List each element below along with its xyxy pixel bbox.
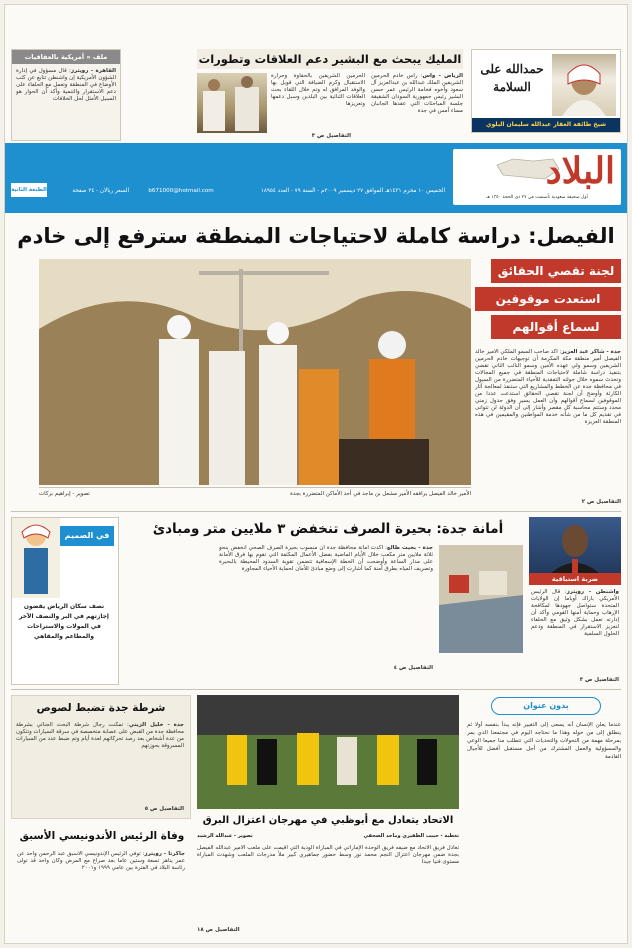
cartoon-title[interactable]: في الصميم: [60, 526, 114, 546]
indonesia-headline[interactable]: وفاة الرئيس الأندونيسي الأسبق: [19, 830, 185, 842]
subhead-line-2: استعدت موقوفين: [475, 287, 621, 311]
sport-photo: [197, 695, 459, 809]
sidebar-top: [11, 49, 121, 141]
newspaper-front-page: [4, 4, 628, 944]
lake-body: جدة - بخيت طالع: أكدت أمانة محافظة جدة أن منسوب بحيرة الصرف الصحي انخفض بنحو ثلاثة ملايين متر مكعب خلال الأيام الماضية بفضل الأعمال المكثفة التي تقوم بها فرق الأمانة على مدار الساعة وأوضحت أن الخطة الإسعافية تتضمن تقوية السدود المحيطة بالبحيرة وتصريف المياه بطرق آمنة كما أشارت إلى وضع مبادئ للأمان لحماية الأحياء المجاورة: [219, 545, 433, 572]
police-story: [11, 695, 191, 819]
lake-photo: [439, 545, 523, 653]
obama-dateline: واشنطن - رويترز: [566, 589, 619, 595]
police-continued[interactable]: التفاصيل ص ٥: [144, 806, 184, 812]
main-story-photo: [39, 259, 471, 485]
top-story-headline[interactable]: المليك يبحث مع البشير دعم العلاقات وتطورات: [197, 49, 463, 69]
top-story-body-right: الرياض - واس: رأس خادم الحرمين الشريفين الملك عبدالله بن عبدالعزيز آل سعود وأخوه فخامة الرئيس عمر حسن البشير رئيس جمهورية السودان الشقيقة جلسة المباحثات التي عقدها الجانبان مساء أمس في جدة: [371, 73, 463, 114]
obama-continued[interactable]: التفاصيل ص ٣: [579, 677, 619, 683]
obama-portrait: [529, 517, 621, 573]
sport-byline-bar: [197, 831, 459, 841]
top-story-dateline: الرياض - واس: [422, 73, 463, 79]
cartoon-figure: [12, 518, 60, 598]
ad-banner-name: شيخ طائفة العقار عبدالله سليمان البلوي: [472, 118, 620, 132]
sport-headline[interactable]: الاتحاد يتعادل مع أبوظبي في مهرجان اعتزال البرق: [202, 815, 454, 826]
top-story-continued[interactable]: التفاصيل ص ٣: [311, 133, 351, 139]
main-photo-caption: الأمير خالد الفيصل يرافقه الأمير مشعل بن ماجد في أحد الأماكن المتضررة بجدة: [290, 491, 471, 497]
top-congrats-ad[interactable]: [471, 49, 621, 133]
main-story-body: جدة - شاكر عبد العزيز: أكد صاحب السمو الملكي الأمير خالد الفيصل أمير منطقة مكة المكرمة أن توجيهات خادم الحرمين الشريفين وسمو ولي عهده الأمين وسمو النائب الثاني تقضي بتنفيذ دراسة شاملة لاحتياجات المنطقة في جميع المجالات وتحدث سموه خلال جولته التفقدية للأحياء المتضررة من السيول في محافظة جدة عن الخطط والمشاريع التي ستنفذ لمعالجة آثار الكارثة وأوضح أن لجنة تقصي الحقائق استدعت عددا من الموقوفين لسماع أقوالهم وأن العمل يسير وفق جدول زمني محدد وستتم محاسبة كل مقصر وأشار إلى أن الدولة لن تتوانى في تقديم كل ما من شأنه خدمة المواطنين والمقيمين في هذه المنطقة العزيزة: [475, 349, 621, 425]
sidebar-top-body: القاهرة - رويترز: قال مسؤول في إدارة الشؤون الأمريكية إن واشنطن تتابع عن كثب الأوضاع في المنطقة وتعمل مع الحلفاء على دعم الاستقرار والتنمية وأكد أن الحوار هو السبيل الأمثل لحل الخلافات: [16, 68, 116, 102]
masthead-price-label: السعر ريالان: [99, 188, 129, 194]
masthead: [5, 143, 627, 213]
masthead-logo-box[interactable]: [453, 149, 621, 205]
main-story-dateline: جدة - شاكر عبد العزيز: [561, 349, 621, 355]
masthead-info: الخميس ١٠ محرم ١٤٣١هـ الموافق ٢٧ ديسمبر ٢٠٠٩م - السنة ٧٩ - العدد ١٨٩٥٤: [260, 188, 445, 194]
sport-body: تعادل فريق الاتحاد مع ضيفه فريق الوحدة الإماراتي في المباراة الودية التي أقيمت على ملعب الأمير عبدالله الفيصل بجدة ضمن مهرجان اعتزال النجم محمد نور وسط حضور جماهيري كبير ملأ مدرجات الملعب وشهدت المباراة مستوى فنيا جيدا: [197, 845, 459, 865]
obama-name-tag[interactable]: ضربة استباقية: [529, 573, 621, 585]
sport-photo-credit: تصوير - عبدالله الرشيد: [197, 833, 253, 839]
divider-main: [11, 511, 621, 512]
top-story-body-left: الحرمين الشريفين بالحفاوة وحرارة الاستقبال وكرم الضيافة التي قوبل بها والوفد المرافق له وتم خلال اللقاء بحث العلاقات الثنائية بين البلدين وسبل دعمها وتعزيزها: [271, 73, 365, 107]
script-greeting: حمدالله على السلامة: [480, 62, 544, 94]
main-subhead-box: [475, 259, 621, 345]
lake-story: [133, 517, 523, 685]
cartoon-body: نصف سكان الرياض يقضون إجازتهم في البر والنصف الآخر في المولات والاستراحات والمطاعم والمقاهي: [19, 603, 109, 640]
main-headline[interactable]: الفيصل: دراسة كاملة لاحتياجات المنطقة سترفع إلى خادم: [17, 224, 615, 248]
masthead-price: السعر ريالان - ٢٤ صفحة: [72, 188, 129, 194]
police-dateline: جدة - خليل الزيني: [128, 722, 184, 728]
lake-dateline: جدة - بخيت طالع: [386, 545, 433, 551]
sport-continued[interactable]: التفاصيل ص ١٨: [197, 927, 240, 933]
indonesia-dateline: جاكرتا - رويترز: [144, 851, 185, 857]
column-title[interactable]: بدون عنوان: [491, 697, 601, 715]
column-body: عندما يعلن الإنسان أنه يسعى إلى التغيير فإنه يبدأ بنفسه أولا ثم ينطلق إلى من حوله وهذا ما نحتاجه اليوم في مجتمعنا الذي يمر بمرحلة مهمة من التحولات والتحديات التي تتطلب منا جميعا الوعي والمسؤولية والعمل المشترك من أجل مستقبل أفضل للأجيال القادمة: [467, 722, 621, 760]
main-photo-credit: تصوير - إبراهيم بركات: [39, 491, 90, 497]
main-photo-caption-bar: [39, 487, 471, 499]
cartoon-box: [11, 517, 119, 685]
sport-story: [197, 695, 459, 939]
sidebar-top-dateline: القاهرة - رويترز: [70, 68, 116, 74]
indonesia-story: [11, 823, 191, 939]
obama-column: [529, 517, 621, 685]
masthead-email[interactable]: b671000@hotmail.com: [148, 188, 214, 194]
police-headline[interactable]: شرطة جدة تضبط لصوص: [36, 702, 166, 714]
sport-byline: تغطية - حبيب الظفيري وماجد الصحفي: [363, 833, 459, 839]
column-without-title: [467, 695, 621, 939]
subhead-line-3: لسماع أقوالهم: [491, 315, 621, 339]
police-body: جدة - خليل الزيني: تمكنت رجال شرطة البحث الجنائي بشرطة محافظة جدة من القبض على عصابة متخصصة في سرقة السيارات وتتكون من عدة أشخاص بعد رصد تحركاتهم لعدة أيام وتم ضبط عدد من السيارات المسروقة بحوزتهم: [16, 722, 184, 749]
main-story-continued[interactable]: التفاصيل ص ٢: [581, 499, 621, 505]
masthead-pages: ٢٤ صفحة: [72, 188, 95, 194]
sidebar-top-title[interactable]: ملف « أمريكية بالعقاقيات: [12, 50, 120, 64]
divider-lower: [11, 689, 621, 690]
top-story: [197, 49, 463, 141]
masthead-logo: البلاد: [545, 151, 615, 191]
top-story-photo: [197, 73, 267, 133]
masthead-edition: الطبعة الثانية: [11, 183, 47, 197]
subhead-line-1: لجنة تقصي الحقائق: [491, 259, 621, 283]
prince-portrait: [552, 54, 616, 116]
indonesia-body: جاكرتا - رويترز: توفي الرئيس الإندونيسي الأسبق عبد الرحمن واحد عن عمر يناهز تسعة وستين عاما بعد صراع مع المرض وكان واحد قد تولى رئاسة البلاد في الفترة بين عامي ١٩٩٩ و٢٠٠١: [17, 851, 185, 871]
obama-body: واشنطن - رويترز: قال الرئيس الأمريكي باراك أوباما إن الولايات المتحدة ستواصل جهودها لمكافحة الإرهاب وحماية أمنها القومي وأكد أن إدارته تعمل بشكل وثيق مع الحلفاء لتعزيز الاستقرار في المنطقة ودعم الحلول السلمية: [531, 589, 619, 637]
masthead-tagline: أول صحيفة سعودية تأسست في ٢٧ ذي الحجة ١٣٥٠ هـ: [486, 195, 588, 200]
lake-continued[interactable]: التفاصيل ص ٤: [393, 665, 433, 671]
lake-headline[interactable]: أمانة جدة: بحيرة الصرف تنخفض ٣ ملايين متر ومبادئ: [152, 521, 504, 537]
